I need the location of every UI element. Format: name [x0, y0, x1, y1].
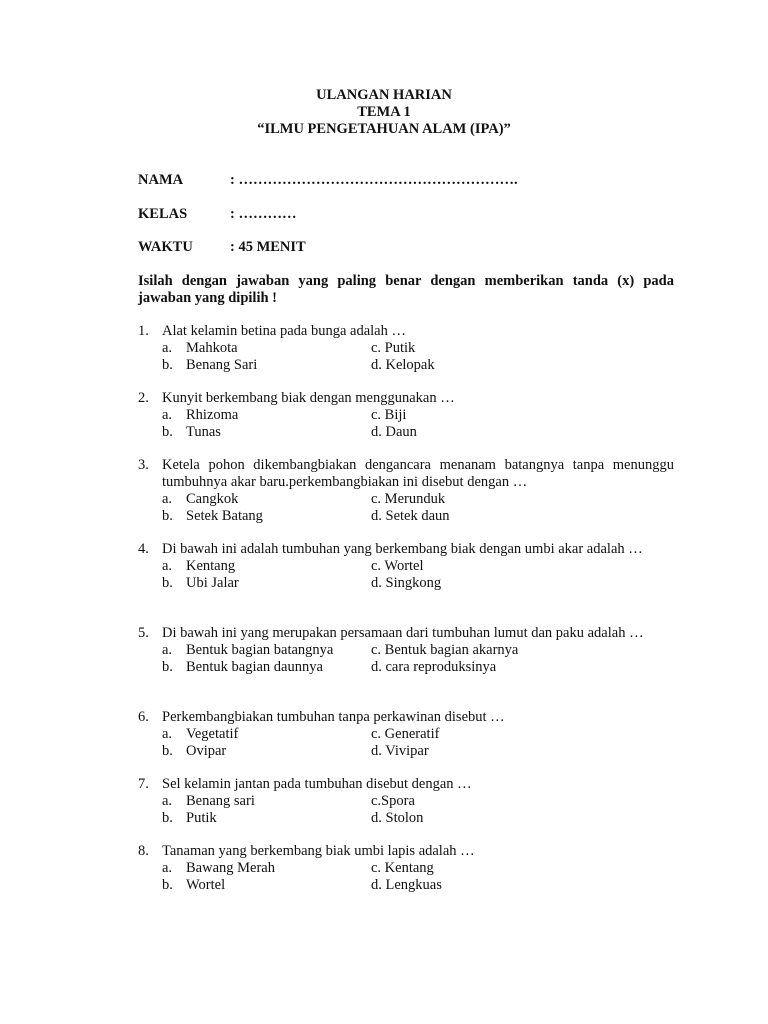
- question-text: Perkembangbiakan tumbuhan tanpa perkawinan disebut …: [162, 709, 505, 725]
- option-a-letter: a.: [162, 407, 173, 423]
- option-c: c. Putik: [371, 340, 416, 356]
- option-c: c. Bentuk bagian akarnya: [371, 642, 519, 658]
- options-row-ac: [138, 340, 674, 357]
- options-row-bd: [138, 659, 674, 676]
- waktu-label: WAKTU: [138, 239, 193, 255]
- option-d: d. cara reproduksinya: [371, 659, 497, 675]
- option-c: c. Kentang: [371, 860, 434, 876]
- question-text: Di bawah ini adalah tumbuhan yang berkembang biak dengan umbi akar adalah …: [162, 541, 643, 557]
- question-number: 5.: [138, 625, 149, 641]
- option-a-letter: a.: [162, 860, 173, 876]
- option-b: Ovipar: [186, 743, 227, 759]
- option-b-letter: b.: [162, 424, 173, 440]
- option-a-letter: a.: [162, 642, 173, 658]
- options-row-bd: [138, 357, 674, 374]
- options-row-bd: [138, 508, 674, 525]
- option-d: d. Daun: [371, 424, 417, 440]
- question-number: 3.: [138, 457, 149, 473]
- options-row-ac: [138, 407, 674, 424]
- question-number: 1.: [138, 323, 149, 339]
- option-d: d. Kelopak: [371, 357, 435, 373]
- options-row-bd: [138, 743, 674, 760]
- exam-theme: TEMA 1: [357, 104, 411, 120]
- options-row-ac: [138, 793, 674, 810]
- question-3: [138, 457, 674, 525]
- option-b: Ubi Jalar: [186, 575, 239, 591]
- question-4: [138, 541, 674, 592]
- question-text: Alat kelamin betina pada bunga adalah …: [162, 323, 406, 339]
- option-a: Kentang: [186, 558, 236, 574]
- option-a-letter: a.: [162, 491, 173, 507]
- question-6: [138, 709, 674, 760]
- options-row-bd: [138, 424, 674, 441]
- option-c: c. Merunduk: [371, 491, 446, 507]
- question-text: Ketela pohon dikembangbiakan dengancara menanam batangnya tanpa menunggu tumbuhnya akar baru.perkembangbiakan ini disebut dengan …: [162, 457, 674, 490]
- option-b-letter: b.: [162, 508, 173, 524]
- question-2: [138, 390, 674, 441]
- option-b: Putik: [186, 810, 217, 826]
- option-b: Bentuk bagian daunnya: [186, 659, 323, 675]
- option-a-letter: a.: [162, 793, 173, 809]
- nama-row: [138, 172, 518, 189]
- option-a-letter: a.: [162, 558, 173, 574]
- kelas-label: KELAS: [138, 206, 188, 222]
- option-a: Bentuk bagian batangnya: [186, 642, 334, 658]
- kelas-row: [138, 206, 296, 223]
- options-row-bd: [138, 810, 674, 827]
- option-b-letter: b.: [162, 659, 173, 675]
- option-b: Wortel: [186, 877, 226, 893]
- option-a: Rhizoma: [186, 407, 239, 423]
- options-row-ac: [138, 726, 674, 743]
- question-5: [138, 625, 674, 676]
- option-a-letter: a.: [162, 726, 173, 742]
- option-a-letter: a.: [162, 340, 173, 356]
- option-b-letter: b.: [162, 877, 173, 893]
- option-c: c. Wortel: [371, 558, 424, 574]
- option-a: Mahkota: [186, 340, 238, 356]
- question-number: 7.: [138, 776, 149, 792]
- option-b-letter: b.: [162, 810, 173, 826]
- options-row-ac: [138, 642, 674, 659]
- question-7: [138, 776, 674, 827]
- option-a: Cangkok: [186, 491, 239, 507]
- option-d: d. Lengkuas: [371, 877, 442, 893]
- question-1: [138, 323, 674, 374]
- option-b-letter: b.: [162, 743, 173, 759]
- waktu-value: : 45 MENIT: [230, 239, 306, 255]
- question-8: [138, 843, 674, 894]
- option-b-letter: b.: [162, 357, 173, 373]
- option-d: d. Singkong: [371, 575, 442, 591]
- options-row-bd: [138, 575, 674, 592]
- options-row-ac: [138, 860, 674, 877]
- question-text: Kunyit berkembang biak dengan menggunakan …: [162, 390, 455, 406]
- exam-subject: “ILMU PENGETAHUAN ALAM (IPA)”: [257, 121, 511, 137]
- option-d: d. Vivipar: [371, 743, 429, 759]
- question-number: 8.: [138, 843, 149, 859]
- option-b-letter: b.: [162, 575, 173, 591]
- option-b: Setek Batang: [186, 508, 263, 524]
- option-d: d. Setek daun: [371, 508, 450, 524]
- exam-title: ULANGAN HARIAN: [316, 87, 452, 103]
- waktu-row: [138, 239, 306, 256]
- nama-label: NAMA: [138, 172, 184, 188]
- options-row-ac: [138, 558, 674, 575]
- question-text: Di bawah ini yang merupakan persamaan dari tumbuhan lumut dan paku adalah …: [162, 625, 644, 641]
- option-a: Benang sari: [186, 793, 255, 809]
- nama-field: : ………………………………………………….: [230, 172, 518, 188]
- options-row-bd: [138, 877, 674, 894]
- question-text: Tanaman yang berkembang biak umbi lapis adalah …: [162, 843, 475, 859]
- question-number: 2.: [138, 390, 149, 406]
- option-c: c. Biji: [371, 407, 407, 423]
- options-row-ac: [138, 491, 674, 508]
- option-b: Benang Sari: [186, 357, 258, 373]
- question-number: 4.: [138, 541, 149, 557]
- option-b: Tunas: [186, 424, 221, 440]
- instruction-text: Isilah dengan jawaban yang paling benar dengan memberikan tanda (x) pada jawaban yang dipilih !: [138, 273, 674, 306]
- exam-header: [0, 87, 768, 138]
- option-a: Vegetatif: [186, 726, 239, 742]
- question-text: Sel kelamin jantan pada tumbuhan disebut dengan …: [162, 776, 472, 792]
- option-a: Bawang Merah: [186, 860, 275, 876]
- kelas-field: : …………: [230, 206, 297, 222]
- option-c: c. Generatif: [371, 726, 440, 742]
- question-number: 6.: [138, 709, 149, 725]
- option-d: d. Stolon: [371, 810, 424, 826]
- option-c: c.Spora: [371, 793, 415, 809]
